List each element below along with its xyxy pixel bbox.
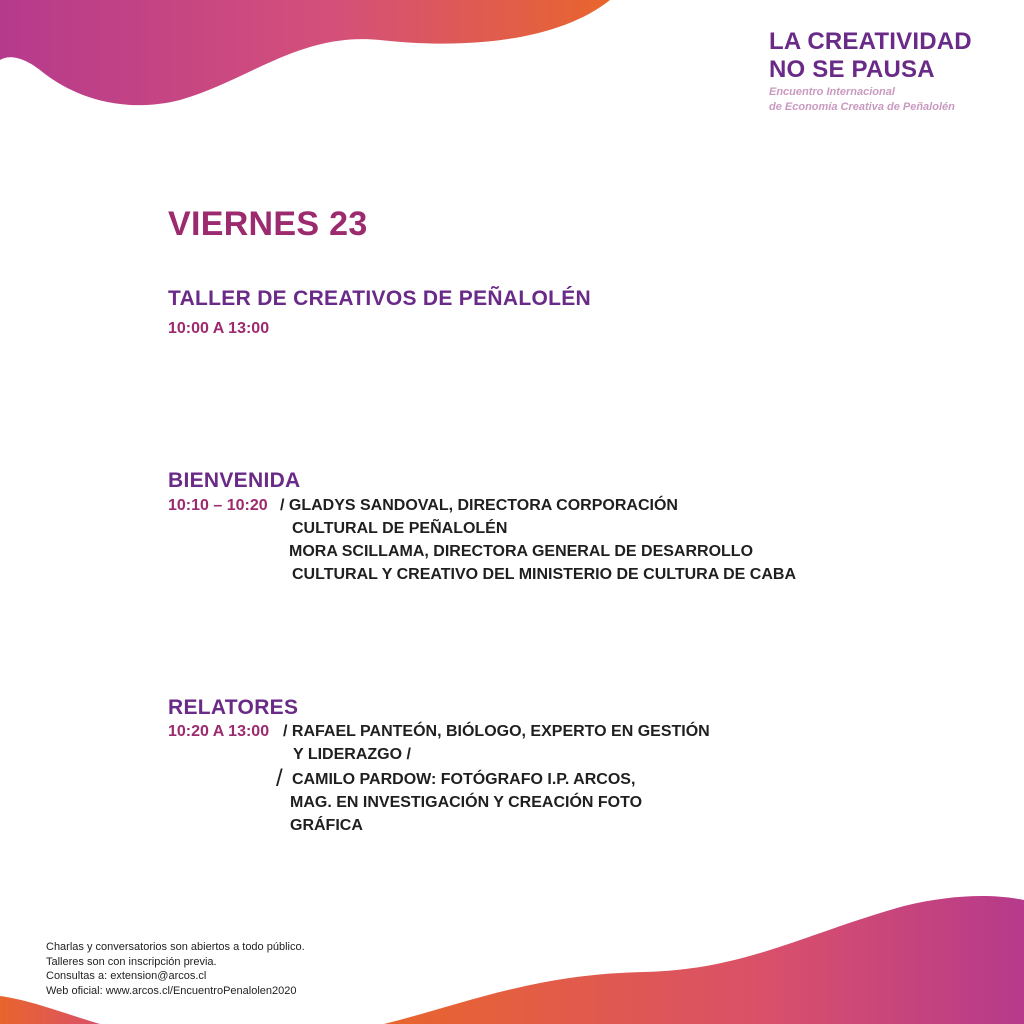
top-wave-decoration xyxy=(0,0,620,120)
section-title-taller: TALLER DE CREATIVOS DE PEÑALOLÉN xyxy=(168,287,592,310)
bienvenida-line-3: MORA SCILLAMA, DIRECTORA GENERAL DE DESARROLLO xyxy=(289,543,754,560)
bienvenida-line-4: CULTURAL Y CREATIVO DEL MINISTERIO DE CULTURA DE CABA xyxy=(292,566,797,583)
footer-line-1: Charlas y conversatorios son abiertos a todo público. xyxy=(46,941,305,953)
footer-line-4: Web oficial: www.arcos.cl/EncuentroPenalolen2020 xyxy=(46,984,297,997)
bienvenida-line-1: / GLADYS SANDOVAL, DIRECTORA CORPORACIÓN xyxy=(280,497,678,514)
bottom-wave-decoration xyxy=(384,894,1024,1024)
footer-line-3: Consultas a: extension@arcos.cl xyxy=(46,970,207,982)
relatores-slash: / xyxy=(276,765,283,792)
section-title-relatores: RELATORES xyxy=(168,696,299,719)
footer-line-2: Talleres son con inscripción previa. xyxy=(46,955,217,968)
brand-title-line2: NO SE PAUSA xyxy=(769,56,935,83)
brand-logo-block xyxy=(769,28,1019,114)
relatores-line-2: Y LIDERAZGO / xyxy=(293,746,411,763)
relatores-line-5: GRÁFICA xyxy=(290,817,363,834)
brand-subtitle-line1: Encuentro Internacional xyxy=(769,86,895,98)
day-heading: VIERNES 23 xyxy=(168,205,368,243)
bienvenida-line-2: CULTURAL DE PEÑALOLÉN xyxy=(292,520,508,537)
relatores-line-4: MAG. EN INVESTIGACIÓN Y CREACIÓN FOTO xyxy=(290,794,643,811)
relatores-line-1: / RAFAEL PANTEÓN, BIÓLOGO, EXPERTO EN GESTIÓN xyxy=(283,723,710,740)
section-time-bienvenida: 10:10 – 10:20 xyxy=(168,497,268,514)
section-time-relatores: 10:20 A 13:00 xyxy=(168,723,270,740)
section-time-taller: 10:00 A 13:00 xyxy=(168,320,270,337)
section-title-bienvenida: BIENVENIDA xyxy=(168,469,301,492)
brand-title-line1: LA CREATIVIDAD xyxy=(769,28,972,55)
relatores-line-3: CAMILO PARDOW: FOTÓGRAFO I.P. ARCOS, xyxy=(292,771,636,788)
brand-subtitle-line2: de Economía Creativa de Peñalolén xyxy=(769,101,955,113)
footer-notes xyxy=(46,940,305,998)
